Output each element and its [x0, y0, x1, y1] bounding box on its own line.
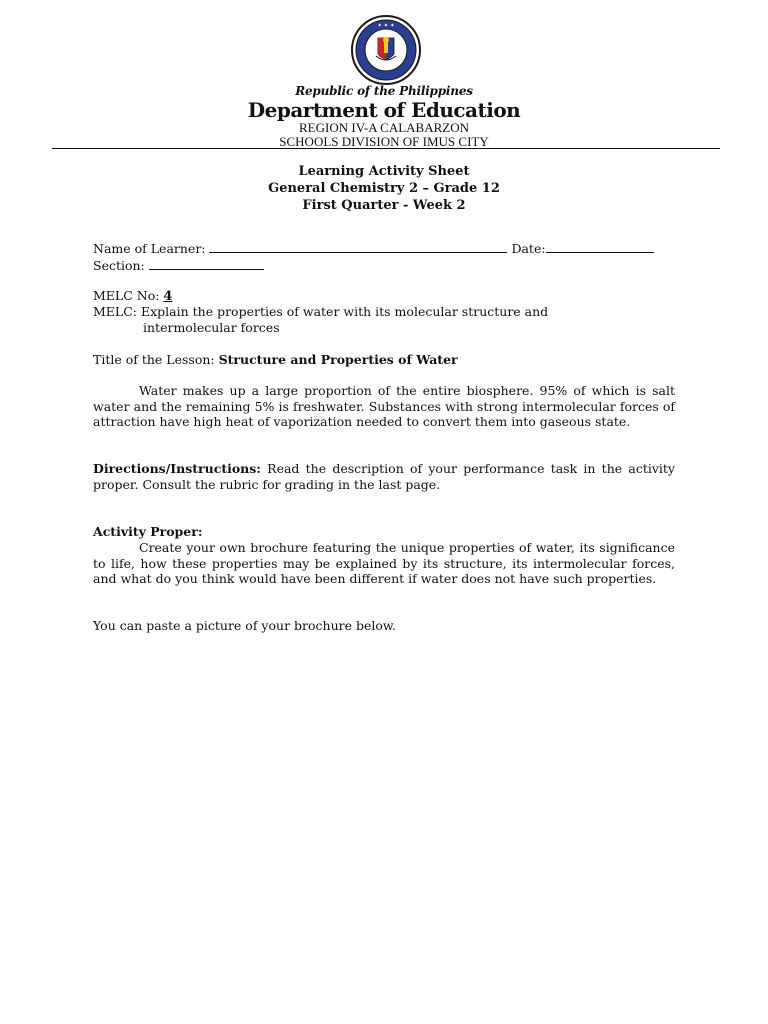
activity-label: Activity Proper:	[93, 524, 203, 539]
intro-paragraph: Water makes up a large proportion of the entire biosphere. 95% of which is salt water and the remaining 5% is freshwater. Substances with strong intermolecular forces of attraction have high heat of vaporization needed to convert them into gaseous state.	[93, 383, 675, 430]
lesson-label: Title of the Lesson:	[93, 352, 219, 367]
subject-title: General Chemistry 2 – Grade 12	[268, 181, 500, 196]
deped-seal-logo	[350, 14, 422, 86]
region-heading: REGION IV-A CALABARZON	[299, 120, 469, 135]
activity-paragraph: Create your own brochure featuring the unique properties of water, its significance to life, how these properties may be explained by its structure, its intermolecular forces, and what do you think would have been different if water does not have such properties.	[93, 540, 675, 587]
melc-no-label: MELC No:	[93, 288, 164, 303]
melc-label: MELC:	[93, 304, 141, 319]
name-label: Name of Learner:	[93, 241, 210, 256]
republic-heading: Republic of the Philippines	[295, 84, 473, 98]
melc-text-line1: Explain the properties of water with its molecular structure and	[140, 304, 549, 319]
melc-text-row	[93, 304, 548, 319]
section-label: Section:	[93, 258, 149, 273]
name-date-row	[93, 241, 654, 256]
melc-text-line2: intermolecular forces	[143, 320, 280, 335]
division-heading: SCHOOLS DIVISION OF IMUS CITY	[279, 134, 489, 149]
date-field[interactable]	[546, 242, 654, 253]
lesson-title: Structure and Properties of Water	[218, 352, 458, 367]
lesson-title-row	[93, 352, 458, 367]
section-field[interactable]	[149, 259, 264, 270]
department-heading: Department of Education	[247, 98, 521, 122]
section-row	[93, 258, 264, 273]
paste-note: You can paste a picture of your brochure below.	[93, 618, 397, 633]
name-field[interactable]	[209, 242, 507, 253]
directions-text: Read the description of your performance task in the activity proper. Consult the rubric for grading in the last page.	[93, 461, 675, 492]
date-label: Date:	[507, 241, 546, 256]
directions-label: Directions/Instructions:	[93, 461, 261, 476]
quarter-title: First Quarter - Week 2	[302, 198, 466, 213]
sheet-title: Learning Activity Sheet	[298, 164, 470, 179]
melc-no-value: 4	[163, 289, 173, 304]
directions-paragraph	[93, 461, 675, 492]
header-divider	[52, 148, 720, 149]
melc-number-row	[93, 288, 172, 304]
svg-text:✦ ✦ ✦: ✦ ✦ ✦	[377, 23, 395, 29]
